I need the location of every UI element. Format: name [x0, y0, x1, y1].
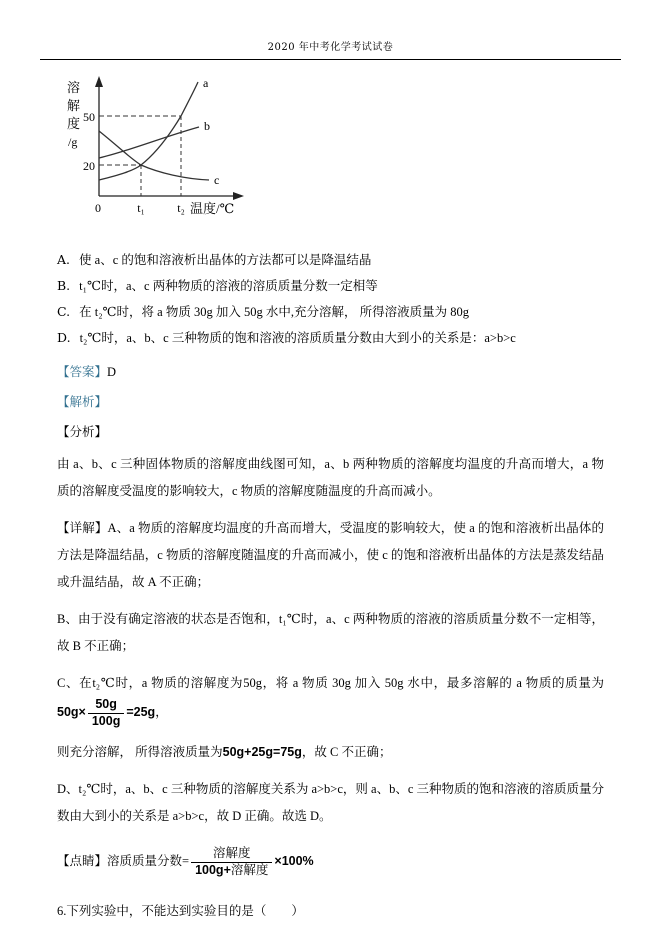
detail-paragraph-c2: [57, 739, 604, 766]
solubility-curve-figure: [57, 74, 272, 226]
formula-denominator: 100g: [91, 713, 121, 728]
x-tick-t2: t₂: [177, 201, 185, 215]
option-b-text: t₁℃时，a、c 两种物质的溶液的溶质质量分数一定相等: [79, 279, 378, 293]
dianjing-suffix: ×100%: [274, 854, 314, 869]
x-axis-arrow-icon: [233, 192, 244, 200]
dianjing-label: 【点睛】: [57, 854, 108, 869]
analysis-paragraph: 由 a、b、c 三种固体物质的溶解度曲线图可知，a、b 两种物质的溶解度均温度的升高而增大，a 物质的溶解度受温度的影响较大，c 物质的溶解度随温度的升高而减小。: [57, 457, 604, 498]
y-tick-20: 20: [83, 159, 95, 173]
option-a: [57, 247, 604, 273]
formula-fraction: [88, 697, 125, 729]
header-divider: [40, 59, 621, 60]
option-c: [57, 299, 604, 325]
y-axis-label-char: 溶: [67, 80, 81, 95]
option-c-text: 在 t₂℃时，将 a 物质 30g 加入 50g 水中,充分溶解， 所得溶液质量为 80g: [79, 305, 469, 319]
formula-lhs: 50g×: [57, 705, 86, 719]
curve-a-label: a: [203, 76, 209, 90]
dianjing-paragraph: [57, 846, 604, 878]
y-axis-label-char: 解: [67, 98, 81, 113]
curve-b-label: b: [204, 119, 210, 133]
detail-label: 【详解】: [57, 521, 108, 535]
detail-c-text: C、在t₂℃时，a 物质的溶解度为50g，将 a 物质 30g 加入 50g 水中，最多溶解的 a 物质的质量为: [57, 676, 604, 690]
y-axis-label-char: /g: [68, 135, 78, 149]
curve-c-label: c: [214, 173, 220, 187]
dianjing-fraction: [191, 846, 272, 878]
solubility-chart: [57, 74, 604, 231]
y-axis-label-char: 度: [67, 116, 81, 131]
detail-paragraph-d: D、t₂℃时，a、b、c 三种物质的溶解度关系为 a>b>c，则 a、b、c 三种物质的饱和溶液的溶质质量分数由大到小的关系是 a>b>c，故 D 正确。故选 D。: [57, 782, 604, 824]
detail-paragraph-a: [57, 515, 604, 596]
detail-c2-pre: 则充分溶解， 所得溶液质量为: [57, 745, 223, 760]
option-d-marker: D.: [57, 330, 71, 345]
fenxi-label: 【分析】: [57, 425, 108, 439]
x-axis-label: 温度/℃: [190, 201, 235, 216]
y-axis-arrow-icon: [95, 76, 103, 87]
options-list: [57, 247, 604, 351]
answer-label: 【答案】: [57, 365, 108, 379]
detail-paragraph-c: [57, 670, 604, 729]
detail-a-text: A、a 物质的溶解度均温度的升高而增大，受温度的影响较大，使 a 的饱和溶液析出晶体的方法是降温结晶，c 物质的溶解度随温度的升高而减小，使 c 的饱和溶液析出晶体的方法是蒸发结晶或升温结晶，故 A 不正确；: [57, 521, 604, 589]
y-tick-50: 50: [83, 110, 95, 124]
option-d-text: t₂℃时，a、b、c 三种物质的饱和溶液的溶质质量分数由大到小的关系是：a>b>c: [79, 331, 516, 345]
dianjing-den-bold: 100g+: [195, 862, 231, 877]
x-tick-t1: t₁: [137, 201, 145, 215]
option-b-marker: B.: [57, 278, 71, 293]
option-b: [57, 273, 604, 299]
answer-value: D: [107, 365, 117, 379]
answer-line: [57, 363, 604, 381]
option-c-marker: C.: [57, 304, 71, 319]
fenxi-line: [57, 423, 604, 441]
dianjing-den-rest: 溶解度: [230, 862, 269, 877]
dianjing-numerator: 溶解度: [191, 846, 272, 863]
jiexi-label: 【解析】: [57, 395, 108, 409]
formula-rhs: =25g: [126, 705, 156, 719]
formula-tail: ，: [155, 705, 168, 719]
dianjing-pre: 溶质质量分数=: [107, 854, 190, 869]
curve-c: [99, 131, 209, 180]
curve-b: [99, 127, 199, 158]
formula-numerator: 50g: [88, 697, 125, 714]
curve-a: [99, 82, 198, 180]
detail-paragraph-b: B、由于没有确定溶液的状态是否饱和，t₁℃时，a、c 两种物质的溶液的溶质质量分数不一定相等，故 B 不正确；: [57, 612, 604, 653]
option-a-marker: A.: [57, 252, 71, 267]
detail-c2-formula: 50g+25g=75g: [222, 745, 302, 760]
x-tick-0: 0: [95, 201, 101, 215]
detail-c2-post: ，故 C 不正确；: [301, 745, 392, 760]
option-a-text: 使 a、c 的饱和溶液析出晶体的方法都可以是降温结晶: [79, 253, 372, 267]
page-title: 2020 年中考化学考试试卷: [267, 42, 394, 53]
jiexi-line: [57, 393, 604, 411]
question-6: 6.下列实验中，不能达到实验目的是（ ）: [57, 903, 304, 918]
dianjing-denominator: [191, 863, 272, 879]
option-d: [57, 325, 604, 351]
